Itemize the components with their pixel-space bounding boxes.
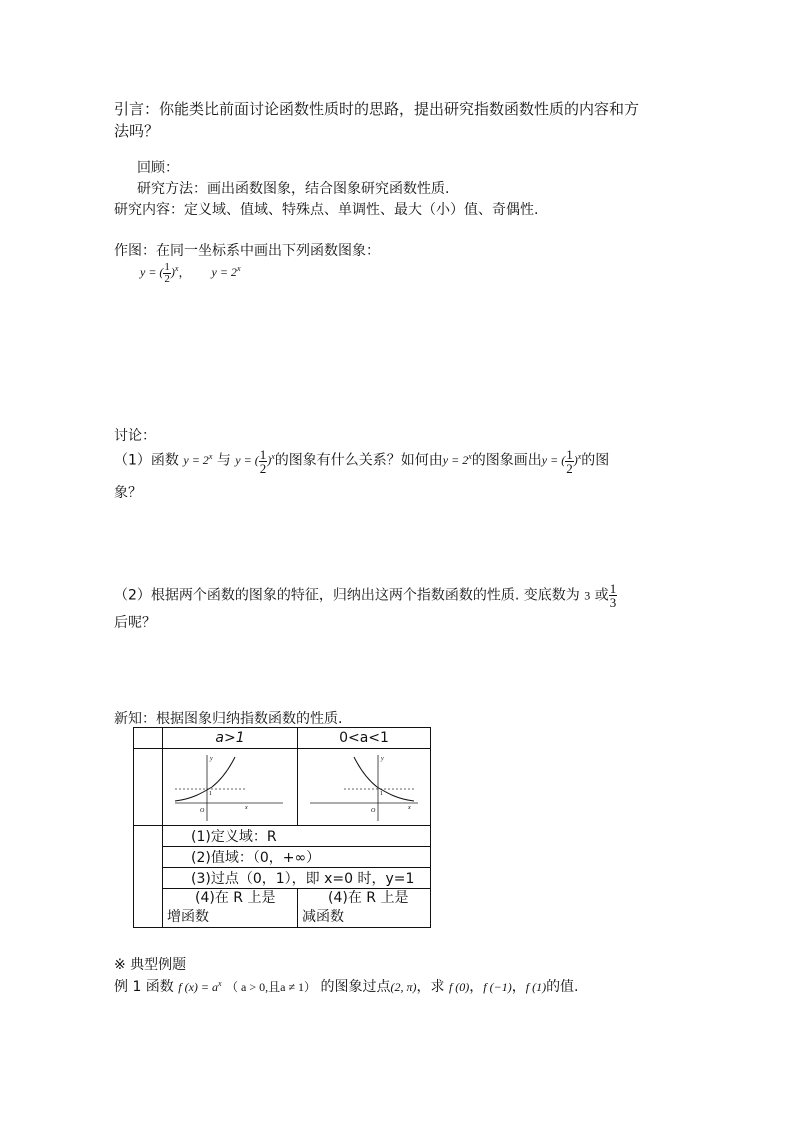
prop-domain: (1)定义域：R (163, 826, 431, 847)
prop-increasing: (4)在 R 上是 增函数 (163, 889, 298, 928)
decreasing-exp-graph (302, 751, 422, 823)
review-method: 研究方法：画出函数图象，结合图象研究函数性质. (137, 181, 450, 197)
svg-text:x: x (408, 805, 411, 811)
question-2-line-2: 后呢？ (114, 615, 156, 631)
properties-row-label (134, 826, 163, 928)
prop-decreasing: (4)在 R 上是 减函数 (298, 889, 431, 928)
prop-range: (2)值域：（0，+∞） (163, 847, 431, 868)
intro-line-1: 引言：你能类比前面讨论函数性质时的思路，提出研究指数函数性质的内容和方 (114, 100, 640, 118)
question-1: （1）函数 $y = 2^x$ 与 y = ( $\frac{1}{2}$ )$^x$的图象有什么关系？如何由$y = 2^x$的图象画出y = ( $\frac{1}{2}$ )$^x$的图 (114, 447, 610, 476)
formula-two-power: $y = 2^x$ (211, 264, 241, 280)
example-1: 例 1 函数 f $(x) = a^x$ （ a > 0,且a ≠ 1） 的图象过点(2, π)，求 f (0)，f (−1)，f (1)的值. (114, 979, 579, 995)
graph-decreasing (298, 749, 431, 826)
graph-row-label (134, 749, 163, 826)
question-1-line-2: 象？ (114, 485, 142, 501)
corner-cell (134, 728, 163, 749)
review-content: 研究内容：定义域、值域、特殊点、单调性、最大（小）值、奇偶性. (114, 202, 539, 218)
discussion-heading: 讨论： (114, 428, 156, 444)
svg-text:1: 1 (209, 791, 212, 797)
svg-text:O: O (371, 808, 376, 814)
svg-text:x: x (245, 805, 248, 811)
examples-heading: ※ 典型例题 (114, 957, 187, 973)
formula-half-power: y = ( $\frac{1}{2}$ )$^x$ (140, 261, 179, 285)
newknow-heading: 新知：根据图象归纳指数函数的性质. (114, 711, 343, 727)
prop-fixed-point: (3)过点（0，1），即 x=0 时，y=1 (163, 868, 431, 889)
intro-line-2: 法吗？ (114, 122, 160, 140)
graph-increasing (163, 749, 298, 826)
header-a-greater-1: a>1 (163, 728, 298, 749)
header-a-between-0-1: 0<a<1 (298, 728, 431, 749)
svg-text:y: y (210, 756, 213, 762)
review-heading: 回顾： (137, 160, 179, 176)
question-2: （2）根据两个函数的图象的特征，归纳出这两个指数函数的性质. 变底数为 3 或 $\frac{1}{3}$ (114, 581, 617, 610)
exp-function-properties-table (133, 727, 431, 928)
svg-text:y: y (381, 756, 384, 762)
plot-formulas: y = ( $\frac{1}{2}$ )$^x$， $y = 2^x$ (140, 261, 241, 285)
svg-text:O: O (200, 808, 205, 814)
plot-instruction: 作图：在同一坐标系中画出下列函数图象： (114, 243, 380, 259)
increasing-exp-graph (167, 751, 287, 823)
svg-text:1: 1 (380, 791, 383, 797)
